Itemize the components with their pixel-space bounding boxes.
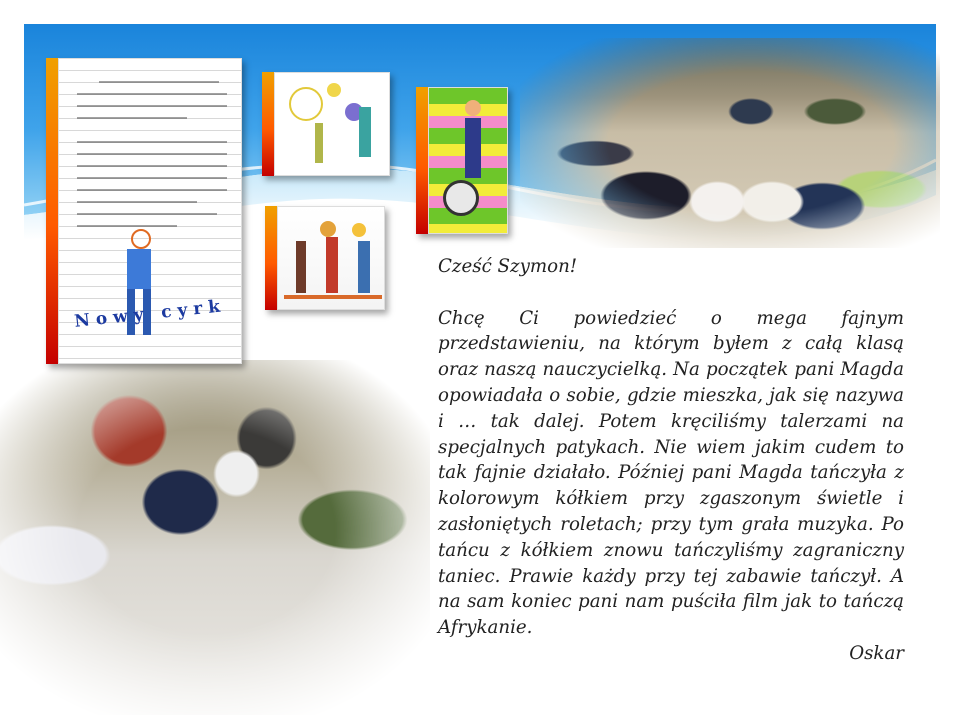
frame-edge (416, 87, 428, 234)
letter-greeting: Cześć Szymon! (438, 256, 578, 277)
frame-edge (265, 206, 277, 310)
drawing-juggler-image (262, 72, 390, 176)
frame-edge (46, 58, 58, 364)
drawing-performers (277, 206, 385, 310)
letter-signature: Oskar (849, 642, 904, 664)
photo-children-circle (520, 38, 940, 248)
letter-text (438, 254, 904, 667)
letter-body: Chcę Ci powiedzieć o mega fajnym przedstawieniu, na którym byłem z całą klasą oraz naszą nauczycielką. Na początek pani Magda opowiadała o sobie, gdzie mieszka, jak się nazywa i … tak dalej. Potem kręciliśmy talerzami na specjalnych patykach. Nie wiem jakim cudem to tak fajnie działało. Później pani Magda tańczyła z kolorowym kółkiem przy zgaszonym świetle i zasłoniętych roletach; przy tym grała muzyka. Po tańcu z kółkiem znowu tańczyliśmy zagraniczny taniec. Prawie każdy przy tej zabawie tańczył. A na sam koniec pani nam puściła film jak to tańczą Afrykanie. (438, 307, 904, 639)
drawing-performers-image (265, 206, 385, 310)
drawing-colorful-image (416, 87, 508, 234)
photo-children-dancing (0, 360, 430, 715)
letter-card-image (46, 58, 242, 364)
drawing-juggler (274, 72, 390, 176)
frame-edge (262, 72, 274, 176)
drawing-colorful (428, 87, 508, 234)
image-caption: Nowy cyrk (73, 296, 227, 332)
